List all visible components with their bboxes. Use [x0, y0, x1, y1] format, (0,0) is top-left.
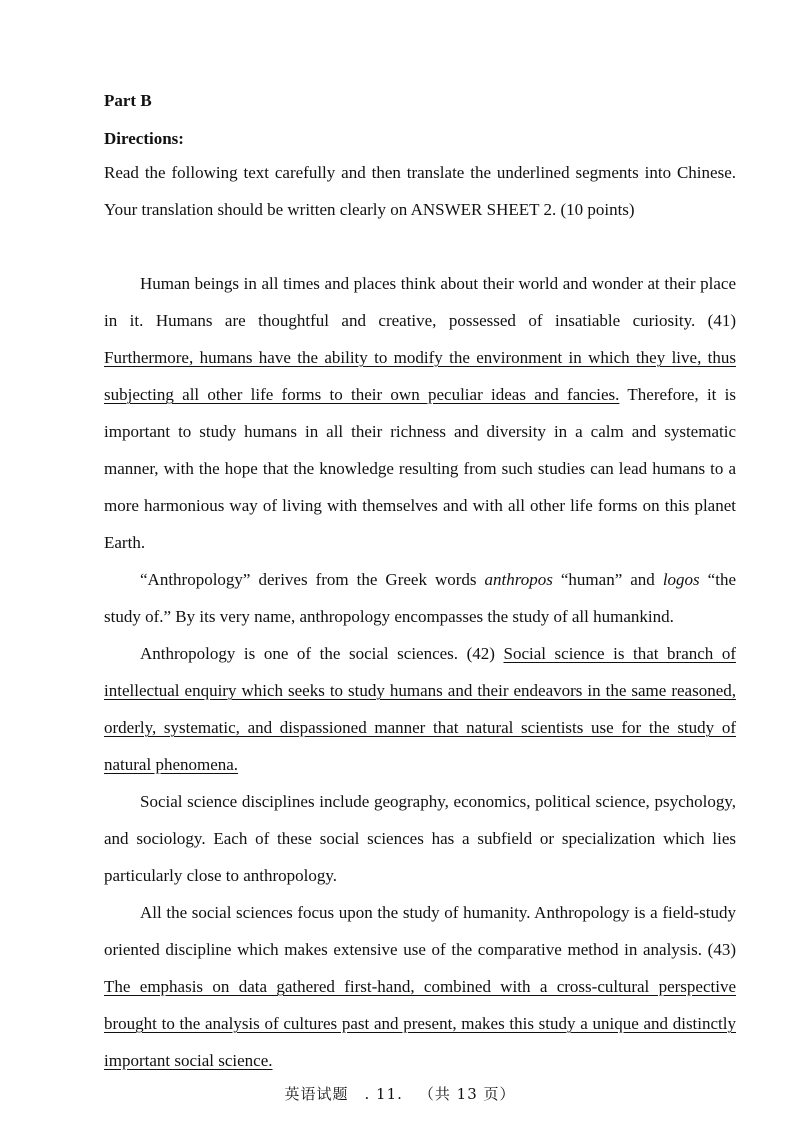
paragraph-2 [104, 561, 736, 635]
word-logos: logos [662, 570, 700, 589]
part-heading: Part B [104, 91, 152, 110]
segment-42-underlined: Social science is that branch of intellectual enquiry which seeks to study humans and their endeavors in the same reasoned, orderly, systematic, and dispassioned manner that natural scientists use for the study of natural phenomena. [104, 644, 736, 774]
paragraph-4: Social science disciplines include geography, economics, political science, psychology, and sociology. Each of these social sciences has a subfield or specialization which lies particularly close to anthropology. [104, 792, 736, 885]
p1-text-a: Human beings in all times and places think about their world and wonder at their place in it. Humans are thoughtful and creative, possessed of insatiable curiosity. (41) [104, 274, 736, 330]
directions-label: Directions: [104, 129, 184, 148]
paragraph-1 [104, 265, 736, 561]
p3-text-a: Anthropology is one of the social sciences. (42) [140, 644, 504, 663]
p2-text-c: “the study of.” By its very name, anthropology encompasses the study of all humankind. [104, 570, 736, 626]
footer-total-pages: （共 13 页） [418, 1085, 516, 1103]
segment-43-underlined: The emphasis on data gathered first-hand, combined with a cross-cultural perspective brought to the analysis of cultures past and present, makes this study a unique and distinctly important social science. [104, 977, 736, 1070]
p2-text-a: “Anthropology” derives from the Greek words [140, 570, 485, 589]
footer-subject: 英语试题 [284, 1085, 349, 1103]
page-footer [0, 1084, 800, 1104]
word-anthropos: anthropos [484, 570, 553, 589]
p5-text-a: All the social sciences focus upon the study of humanity. Anthropology is a field-study oriented discipline which makes extensive use of the comparative method in analysis. (43) [104, 903, 736, 959]
p2-text-b: “human” and [552, 570, 663, 589]
paragraph-5 [104, 894, 736, 1079]
directions-text [104, 154, 736, 228]
p1-text-b: Therefore, it is important to study humans in all their richness and diversity in a calm and systematic manner, with the hope that the knowledge resulting from such studies can lead humans to a more harmonious way of living with themselves and with all other life forms on this planet Earth. [104, 385, 737, 552]
paragraph-3 [104, 635, 736, 783]
passage [104, 265, 736, 1079]
segment-41-underlined: Furthermore, humans have the ability to modify the environment in which they live, thus subjecting all other life forms to their own peculiar ideas and fancies. [104, 348, 736, 404]
directions-paragraph: Read the following text carefully and then translate the underlined segments into Chinese. Your translation should be written clearly on ANSWER SHEET 2. (10 points) [104, 163, 736, 219]
footer-page-number: . 11. [364, 1085, 403, 1103]
